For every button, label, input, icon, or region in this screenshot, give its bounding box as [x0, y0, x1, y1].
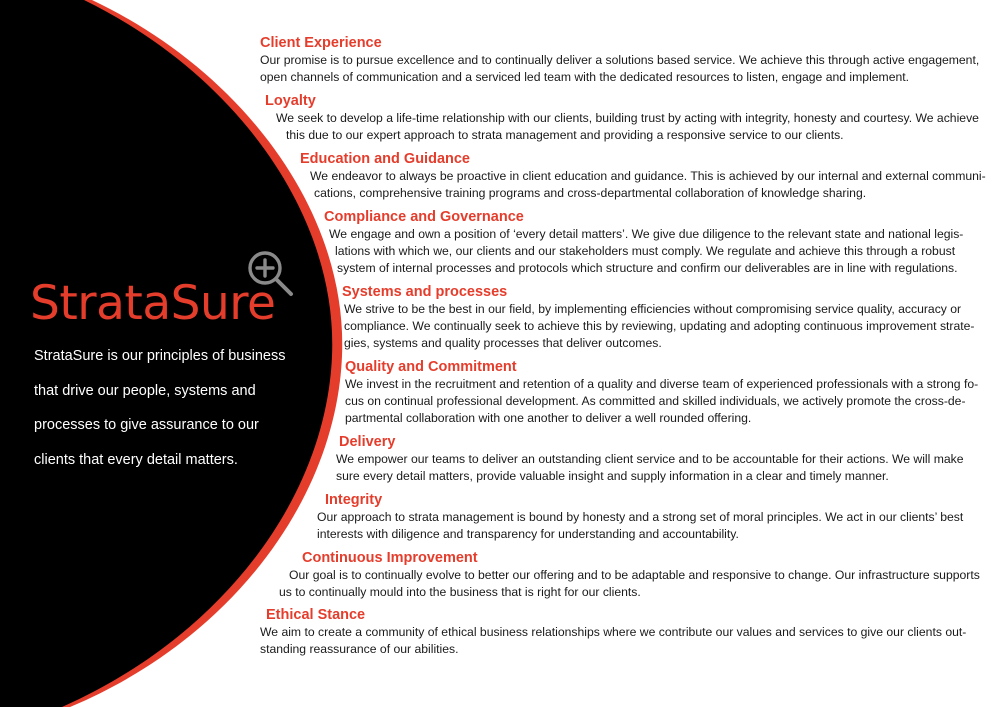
section-ethical-stance [260, 606, 967, 658]
zoom-in-icon [245, 248, 297, 300]
section-body [310, 168, 986, 202]
body-line: lations with which we, our clients and our stakeholders must comply. We regulate and achieve this through a robust [335, 244, 956, 258]
section-delivery [336, 433, 964, 485]
body-line: interests with diligence and transparency for understanding and accountability. [317, 527, 739, 541]
section-body [260, 624, 966, 658]
body-line: compliance. We continually seek to achieve this by reviewing, updating and adopting continuous improvement strate- [344, 319, 975, 333]
body-line: We seek to develop a life-time relationship with our clients, building trust by acting with integrity, honesty and courtesy. We achieve [276, 111, 979, 125]
section-body [336, 451, 964, 485]
body-line: We invest in the recruitment and retention of a quality and diverse team of experienced professionals with a strong fo- [345, 377, 979, 391]
section-client-experience [260, 34, 979, 86]
section-body [260, 52, 979, 86]
section-body [329, 226, 963, 277]
section-title: Delivery [339, 434, 396, 450]
brand-intro-text [34, 339, 284, 477]
section-loyalty [265, 92, 979, 144]
section-title: Quality and Commitment [345, 359, 517, 375]
section-compliance-governance [324, 208, 963, 277]
intro-line: StrataSure is our principles of business [34, 348, 286, 364]
section-title: Integrity [325, 492, 383, 508]
section-body [317, 509, 963, 543]
section-quality-commitment [345, 358, 978, 427]
section-body [344, 301, 975, 352]
body-line: We endeavor to always be proactive in client education and guidance. This is achieved by our internal and external communi- [310, 169, 986, 183]
section-integrity [317, 491, 964, 543]
section-body [276, 110, 979, 144]
body-line: open channels of communication and a serviced led team with the dedicated resources to listen, engage and implement. [260, 70, 910, 84]
section-title: Education and Guidance [300, 151, 470, 167]
section-continuous-improvement [279, 549, 980, 601]
body-line: We strive to be the best in our field, by implementing efficiencies without compromising service quality, accuracy or [344, 302, 962, 316]
section-title: Continuous Improvement [302, 550, 478, 566]
body-line: this due to our expert approach to strata management and providing a responsive service to our clients. [286, 128, 844, 142]
body-line: cations, comprehensive training programs and cross-departmental collaboration of knowledge sharing. [314, 186, 867, 200]
section-title: Loyalty [265, 93, 316, 109]
brand-logo-text: StrataSure [30, 276, 276, 331]
body-line: standing reassurance of our abilities. [260, 642, 459, 656]
body-line: sure every detail matters, provide valuable insight and supply information in a clear and timely manner. [336, 469, 889, 483]
section-title: Client Experience [260, 35, 382, 51]
body-line: We aim to create a community of ethical business relationships where we contribute our values and services to give our clients out- [260, 625, 967, 639]
body-line: cus on continual professional development. As committed and skilled individuals, we actively promote the cross-de- [345, 394, 966, 408]
body-line: partmental collaboration with one another to deliver a well rounded offering. [345, 411, 752, 425]
section-title: Ethical Stance [266, 607, 366, 623]
intro-line: clients that every detail matters. [34, 451, 238, 468]
section-title: Compliance and Governance [324, 209, 524, 225]
intro-line: that drive our people, systems and [34, 382, 256, 399]
body-line: We engage and own a position of ‘every detail matters’. We give due diligence to the relevant state and national legis- [329, 227, 964, 241]
body-line: Our goal is to continually evolve to better our offering and to be adaptable and responsive to change. Our infrastructure supports [289, 568, 980, 582]
section-title: Systems and processes [342, 284, 508, 300]
section-education-guidance [300, 150, 986, 202]
body-line: We empower our teams to deliver an outstanding client service and to be accountable for their actions. We will make [336, 452, 964, 466]
section-body [279, 567, 980, 601]
section-body [345, 376, 978, 427]
body-line: Our approach to strata management is bound by honesty and a strong set of moral principles. We act in our clients’ best [317, 510, 964, 524]
intro-line: processes to give assurance to our [34, 417, 259, 433]
body-line: Our promise is to pursue excellence and to continually deliver a solutions based service. We achieve this through active engagement, [260, 53, 980, 67]
body-line: gies, systems and quality processes that deliver outcomes. [344, 336, 662, 350]
body-line: us to continually mould into the business that is right for our clients. [279, 585, 641, 599]
section-systems-processes [342, 283, 975, 352]
body-line: system of internal processes and protocols which structure and confirm our deliverables are in line with regulations. [337, 261, 958, 275]
